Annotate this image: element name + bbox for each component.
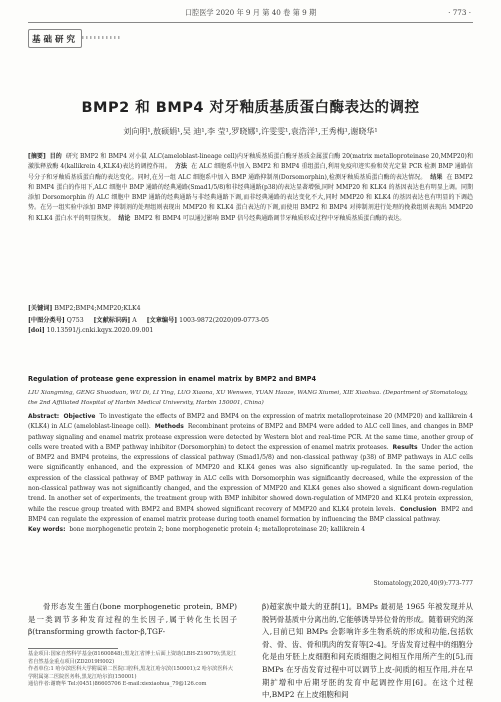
objective-text-cn: 研究 BMP2 和 BMP4 对小鼠 ALC(ameloblast-lineage cell)内牙釉质基质蛋白酶牙基质金属蛋白酶 20(matrix metalloproteinase 20,MMP20)和激肽释放酶 4(kallikrein 4,KLK4)表达的调控作用。: [28, 153, 473, 171]
objective-label-cn: 目的: [49, 153, 62, 160]
page-number: · 773 ·: [448, 8, 471, 17]
abstract-en: [28, 412, 473, 536]
doc-code-label: [文献标识码]: [93, 317, 131, 324]
doi-value[interactable]: 10.13591/j.cnki.kqyx.2020.09.001: [46, 327, 154, 334]
conclusion-label-en: Conclusion: [399, 505, 437, 513]
article-title-en: Regulation of protease gene expression in enamel matrix by BMP2 and BMP4: [28, 375, 317, 383]
methods-label-cn: 方法: [174, 163, 188, 171]
keywords-cn-label: [关键词]: [28, 305, 53, 312]
footnote-funding: 基金项目:国家自然科学基金(81600848);黑龙江省博士后面上资助(LBH-Z19079);黑龙江省自然基金重点项目(ZD2019H002): [28, 651, 237, 665]
footnote-divider: [28, 648, 118, 649]
footnote-correspondence: 通信作者:谢晓华 Tel:(0451)86605706 E-mail:xiexiaohua_79@126.com: [28, 681, 207, 688]
keywords-en-label: Key words:: [28, 526, 66, 534]
clc-value: Q753: [66, 317, 84, 324]
doi-line: [28, 327, 153, 334]
methods-text-en: Recombinant proteins of BMP2 and BMP4 were added to ALC cell lines, and changes in BMP pathway signaling and enamel matrix protease expression were detected by Western blot and real-time PCR. At the same time, another group of cells were treated with a BMP pathway inhibitor (Dorsomorphin) to detect the expression of enamel matrix proteases.: [28, 423, 474, 451]
article-id-value: 1003-9872(2020)09-0773-05: [179, 317, 269, 324]
decorative-dots: [82, 36, 122, 39]
abstract-en-label: Abstract:: [28, 413, 60, 420]
conclusion-text-cn: BMP2 和 BMP4 可以通过影响 BMP 信号经典通路调节牙釉质形成过程中牙釉质基质蛋白酶的表达。: [134, 214, 406, 222]
methods-text-cn: 在 ALC 细胞系中加入 BMP2 和 BMP4 重组蛋白,利用免疫印迹实验和荧光定量 PCR 检测 BMP 通路信号分子和牙釉质基质蛋白酶的表达变化。同时,在另一组 ALC 细胞系中加入 BMP 通路抑制剂(Dorsomorphin),检测牙釉质基质蛋白酶的表达情况。: [28, 163, 473, 181]
doi-label: [doi]: [28, 327, 45, 334]
column-badge-label: 基础研究: [31, 34, 78, 45]
results-text-en: Under the action of BMP2 and BMP4 proteins, the expressions of classical pathway (Smad1/5/8) and non-classical pathway (p38) of BMP pathways in ALC cells were significantly enhanced, and the expression of MMP20 and KLK4 genes was also significantly up-regulated. In the same period, the expression of the classical pathway of BMP pathway in ALC cells with Dorsomorphin was significantly decreased, while the expression of the non-classical pathway was not significantly changed, and the expression of MMP20 and KLK4 genes also showed a significant down-regulation trend. In another set of experiments, the treatment group with BMP inhibitor showed down-regulation of MMP20 and KLK4 protein expression, while the rescue group treated with BMP2 and BMP4 showed significant recovery of MMP20 and KLK4 protein levels.: [28, 443, 473, 513]
classification-line: [28, 315, 269, 324]
abstract-cn: [28, 152, 473, 224]
objective-label-en: Objective: [63, 413, 96, 420]
keywords-cn: [28, 303, 141, 312]
clc-label: [中图分类号]: [28, 317, 65, 324]
article-id-label: [文章编号]: [146, 317, 178, 324]
citation-en: Stomatology,2020,40(9):773-777: [373, 580, 473, 587]
results-label-cn: 结果: [430, 173, 443, 181]
conclusion-text-en: BMP2 and BMP4 can regulate the expression of enamel matrix protease during tooth enamel formation by influencing the BMP classical pathway.: [28, 505, 473, 523]
author-list-en: LIU Xiangming, GENG Shuoduan, WU Di, LI Ying, LUO Xiaona, XU Wenwen, YUAN Haoze, WANG Xiumei, XIE Xiaohua. (Department of Stomatology, the 2nd Affiliated Hospital of Harbin Medical University, Harbin 150001, China): [28, 390, 468, 406]
author-list-cn: 刘向明¹,敖硕娟¹,吴 迪¹,李 莹¹,罗晓娜¹,许雯雯¹,袁浩洋¹,王秀梅¹,谢晓华¹: [123, 127, 378, 136]
results-label-en: Results: [392, 443, 418, 451]
doc-code-value: A: [132, 317, 137, 324]
keywords-cn-value: BMP2;BMP4;MMP20;KLK4: [54, 305, 141, 312]
results-text-cn: 在 BMP2 和 BMP4 蛋白的作用下,ALC 细胞中 BMP 通路的经典通路(Smad1/5/8)和非经典通路(p38)的表达显著增强,同时 MMP20 和 KLK4 的基因表达也有明显上调。同期添加 Dorsomorphin 的 ALC 细胞中 BMP 通路的经典通路与非经典通路下调,而非经典通路的表达变化不大,同时 MMP20 和 KLK4 的基因表达也有明显的下调趋势。在另一组实验中添加 BMP 抑制剂的处理组则表现出 MMP20 和 KLK4 蛋白表达的下调,而使用 BMP2 和 BMP4 对抑制剂进行处理的挽救组则表现出 MMP20 和 KLK4 蛋白水平的明显恢复。: [28, 173, 473, 222]
objective-text-en: To investigate the effects of BMP2 and BMP4 on the expression of matrix metalloproteinase 20 (MMP20) and kallikrein 4 (KLK4) in ALC (ameloblast-lineage cell).: [28, 413, 473, 431]
footnote-affiliation: 作者单位:1 哈尔滨医科大学附属第二医院口腔科,黑龙江哈尔滨(150001);2 哈尔滨医科大学附属第二医院医务科,黑龙江哈尔滨(150001): [28, 666, 233, 680]
conclusion-label-cn: 结论: [118, 214, 131, 222]
body-text-left: 骨形态发生蛋白(bone morphogenetic protein, BMP)是一类调节多种发育过程的生长因子,属于转化生长因子 β(transforming growth factor-β,TGF-: [28, 602, 237, 637]
methods-label-en: Methods: [154, 423, 184, 431]
keywords-en-value: bone morphogenetic protein 2; bone morphogenetic protein 4; metalloproteinase 20; kallikrein 4: [69, 526, 366, 534]
article-title-cn: BMP2 和 BMP4 对牙釉质基质蛋白酶表达的调控: [81, 100, 420, 116]
body-text-right: β)超家族中最大的亚群[1]。BMPs 最初是 1965 年被发现并从脱钙骨基质中分离出的,它能够诱导异位骨的形成。随着研究的深入,目前已知 BMPs 会影响许多生物系统的形成和功能,包括软骨、骨、齿、骨和肌肉的发育等[2-4]。牙齿发育过程中的细胞分化是由牙胚上皮细胞和间充质细胞之间相互作用所产生的[5],而 BMPs 在牙齿发育过程中可以调节上皮-间质的相互作用,并在早期扩增和中后期牙胚的发育中起调控作用[6]。在这个过程中,BMP2 在上皮细胞和间: [262, 602, 473, 700]
column-badge: [28, 29, 82, 48]
header-divider: [28, 22, 473, 23]
abstract-cn-label: [摘要]: [28, 153, 46, 160]
footnotes: [28, 651, 237, 689]
running-header: 口腔医学 2020 年 9 月 第 40 卷 第 9 期: [184, 8, 317, 17]
